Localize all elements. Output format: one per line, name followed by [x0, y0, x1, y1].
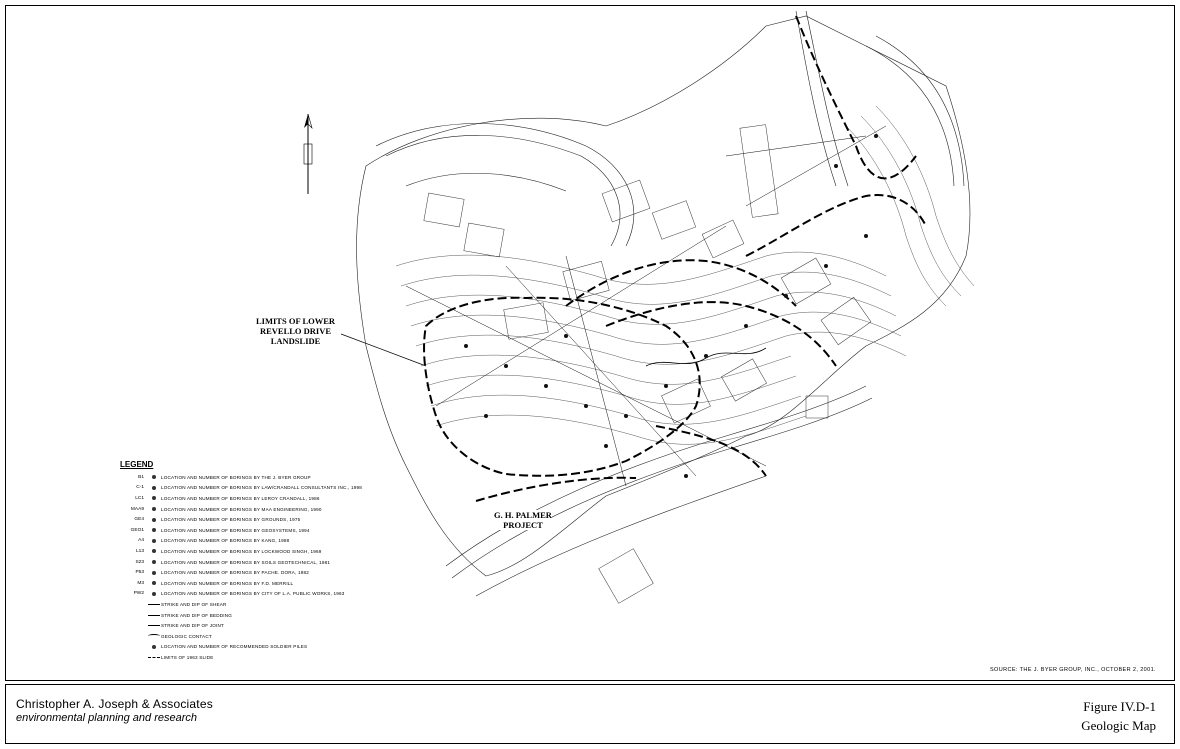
- legend-text: STRIKE AND DIP OF SHEAR: [161, 601, 227, 607]
- legend-code: MAA9: [130, 506, 144, 512]
- boring-marker: [864, 234, 868, 238]
- legend-symbol-icon: [147, 495, 161, 501]
- legend-item: [116, 536, 496, 547]
- map-frame: [5, 5, 1175, 681]
- boring-marker: [464, 344, 468, 348]
- legend-code: P53: [135, 570, 144, 576]
- legend-symbol-icon: [147, 644, 161, 650]
- legend-item: [116, 483, 496, 494]
- road-lower-2: [452, 398, 872, 578]
- road-lower-3: [476, 476, 766, 596]
- legend-item: [116, 610, 496, 621]
- callout-line: G. H. PALMER: [494, 510, 552, 520]
- legend-item: [116, 652, 496, 663]
- boring-marker: [874, 134, 878, 138]
- firm-name: Christopher A. Joseph & Associates: [16, 697, 213, 711]
- boring-marker: [784, 294, 788, 298]
- figure-title: Geologic Map: [1081, 718, 1156, 733]
- legend-text: LOCATION AND NUMBER OF BORINGS BY PACHE. DORA, 1982: [161, 570, 310, 576]
- legend-rows: [116, 472, 496, 663]
- legend-item: [116, 504, 496, 515]
- contour-2: [401, 272, 891, 304]
- legend-item: [116, 493, 496, 504]
- contour-9: [436, 415, 806, 444]
- legend-item: [116, 589, 496, 600]
- legend-code: PW2: [133, 591, 144, 597]
- legend-text: GEOLOGIC CONTACT: [161, 633, 212, 639]
- contour-6: [421, 355, 791, 384]
- street-east-2: [876, 36, 964, 186]
- parcel-13: [424, 193, 464, 227]
- figure-number: Figure IV.D-1: [1083, 699, 1156, 714]
- slide-limit-upper: [566, 260, 796, 306]
- parcel-4: [740, 125, 778, 218]
- boring-marker: [664, 384, 668, 388]
- parcel-1: [602, 180, 650, 222]
- legend-item: [116, 642, 496, 653]
- boring-marker: [684, 474, 688, 478]
- legend-title: LEGEND: [120, 460, 154, 469]
- legend-item: [116, 472, 496, 483]
- callout-line: PROJECT: [503, 520, 543, 530]
- boring-marker: [484, 414, 488, 418]
- slide-limit-mid: [746, 195, 926, 256]
- section-line-b: [436, 226, 726, 406]
- legend-text: LOCATION AND NUMBER OF BORINGS BY LEROY CRANDALL, 1986: [161, 495, 320, 501]
- street-north-1: [796, 11, 836, 186]
- north-arrow-icon: [302, 114, 314, 194]
- project-limit: [476, 478, 636, 501]
- legend-text: LOCATION AND NUMBER OF BORINGS BY LAW/CRANDALL CONSULTANTS INC., 1998: [161, 485, 362, 491]
- legend-text: LOCATION AND NUMBER OF BORINGS BY THE J. BYER GROUP: [161, 474, 311, 480]
- legend-symbol-icon: [147, 654, 161, 660]
- parcel-14: [464, 223, 504, 257]
- contour-4: [411, 312, 901, 344]
- legend-item: [116, 525, 496, 536]
- boring-marker: [704, 354, 708, 358]
- legend-symbol-icon: [147, 570, 161, 576]
- parcel-10: [721, 359, 766, 401]
- street-curve-2: [386, 135, 620, 246]
- boring-marker: [544, 384, 548, 388]
- legend-symbol-icon: [147, 580, 161, 586]
- street-curve-3: [406, 173, 566, 191]
- legend-text: LOCATION AND NUMBER OF BORINGS BY SOILS GEOTECHNICAL, 1981: [161, 559, 331, 565]
- boring-marker: [584, 404, 588, 408]
- legend-item: [116, 546, 496, 557]
- legend-item: [116, 567, 496, 578]
- callout-line: LANDSLIDE: [270, 336, 321, 346]
- legend-text: LOCATION AND NUMBER OF BORINGS BY LOCKWOOD SINGH, 1969: [161, 548, 322, 554]
- slide-limit-east: [796, 16, 916, 178]
- legend-text: LOCATION AND NUMBER OF BORINGS BY F.D. MERRILL: [161, 580, 294, 586]
- parcel-8: [504, 303, 549, 339]
- legend-item: [116, 557, 496, 568]
- landslide-boundary: [424, 298, 700, 476]
- legend-item: [116, 578, 496, 589]
- legend-symbol-icon: [147, 612, 161, 618]
- legend: [116, 460, 496, 663]
- legend-text: LOCATION AND NUMBER OF BORINGS BY GEOSYSTEMS, 1994: [161, 527, 310, 533]
- legend-text: LIMITS OF 1963 SLIDE: [161, 654, 214, 660]
- street-east-1: [866, 46, 954, 186]
- legend-code: L13: [135, 548, 144, 554]
- project-callout: [494, 510, 552, 530]
- boring-marker: [624, 414, 628, 418]
- legend-code: LC1: [135, 495, 144, 501]
- legend-symbol-icon: [147, 601, 161, 607]
- legend-item: [116, 599, 496, 610]
- firm-subtitle: environmental planning and research: [16, 712, 198, 724]
- legend-text: LOCATION AND NUMBER OF RECOMMENDED SOLDIER PILES: [161, 644, 308, 650]
- legend-symbol-icon: [147, 548, 161, 554]
- boring-marker: [744, 324, 748, 328]
- legend-symbol-icon: [147, 485, 161, 491]
- callout-line: LIMITS OF LOWER: [256, 316, 336, 326]
- contour-10: [846, 126, 946, 306]
- legend-symbol-icon: [147, 623, 161, 629]
- section-line-c: [506, 266, 696, 476]
- legend-symbol-icon: [147, 559, 161, 565]
- legend-text: LOCATION AND NUMBER OF BORINGS BY KANG, 1988: [161, 538, 290, 544]
- callout-line: REVELLO DRIVE: [259, 326, 332, 336]
- street-curve-1: [376, 124, 634, 247]
- legend-code: A4: [138, 538, 144, 544]
- legend-code: GEO1: [130, 527, 144, 533]
- legend-symbol-icon: [147, 474, 161, 480]
- contour-7: [426, 375, 796, 404]
- parcel-3: [702, 220, 744, 258]
- legend-symbol-icon: [147, 517, 161, 523]
- legend-symbol-icon: [147, 591, 161, 597]
- legend-symbol-icon: [147, 506, 161, 512]
- contour-11: [861, 116, 961, 296]
- legend-code: C-1: [136, 485, 144, 491]
- legend-text: STRIKE AND DIP OF BEDDING: [161, 612, 233, 618]
- boring-marker: [504, 364, 508, 368]
- parcel-7: [563, 261, 609, 300]
- legend-code: B1: [138, 474, 144, 480]
- parcel-11: [599, 549, 654, 604]
- boring-marker: [834, 164, 838, 168]
- parcel-5: [781, 258, 831, 304]
- legend-text: STRIKE AND DIP OF JOINT: [161, 623, 224, 629]
- parcel-9: [662, 379, 711, 423]
- legend-text: LOCATION AND NUMBER OF BORINGS BY GROUNDS, 1975: [161, 517, 301, 523]
- source-note: SOURCE: THE J. BYER GROUP, INC., OCTOBER 2, 2001.: [989, 667, 1156, 673]
- landslide-callout: [256, 316, 335, 346]
- legend-code: GE4: [134, 517, 144, 523]
- parcel-2: [652, 201, 695, 240]
- section-line-e: [726, 136, 866, 156]
- title-block: [5, 684, 1175, 744]
- legend-symbol-icon: [147, 527, 161, 533]
- section-line-d: [566, 256, 626, 486]
- callout-leader: [341, 334, 426, 366]
- legend-text: LOCATION AND NUMBER OF BORINGS BY MAA ENGINEERING, 1990: [161, 506, 322, 512]
- legend-code: M3: [137, 580, 144, 586]
- legend-item: [116, 514, 496, 525]
- legend-code: S23: [135, 559, 144, 565]
- contour-8: [431, 395, 801, 424]
- boring-marker: [604, 444, 608, 448]
- boring-marker: [564, 334, 568, 338]
- legend-symbol-icon: [147, 538, 161, 544]
- legend-symbol-icon: [147, 633, 161, 639]
- legend-item: [116, 631, 496, 642]
- parcel-6: [821, 297, 871, 345]
- boring-marker: [824, 264, 828, 268]
- section-line-f: [746, 126, 886, 206]
- legend-text: LOCATION AND NUMBER OF BORINGS BY CITY OF L.A. PUBLIC WORKS, 1963: [161, 591, 345, 597]
- legend-item: [116, 620, 496, 631]
